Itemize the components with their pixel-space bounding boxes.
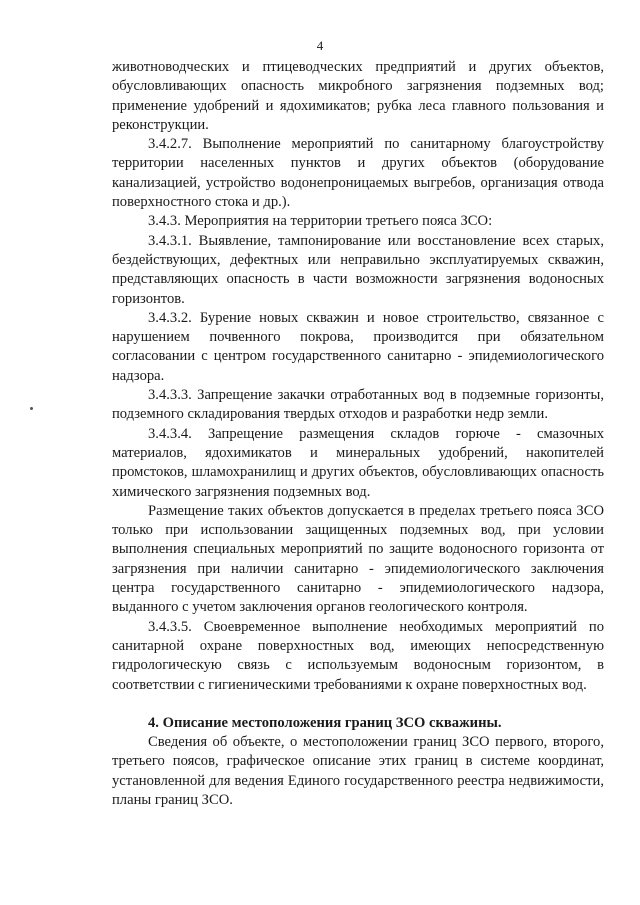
paragraph-3-4-3-3: 3.4.3.3. Запрещение закачки отработанных вод в подземные горизонты, подземного складирования твердых отходов и разработки недр земли.: [112, 387, 604, 423]
paragraph-placement-conditions: Размещение таких объектов допускается в пределах третьего пояса ЗСО только при использовании защищенных подземных вод, при условии выполнения специальных мероприятий по защите водоносного горизонта от загрязнения при наличии санитарно - эпидемиологического заключения центра государственного санитарно - эпидемиологического надзора, выданного с учетом заключения органов геологического контроля.: [112, 502, 604, 616]
paragraph-3-4-3-4: 3.4.3.4. Запрещение размещения складов горюче - смазочных материалов, ядохимикатов и минеральных удобрений, накопителей промстоков, шламохранилищ и других объектов, обусловливающих опасность химического загрязнения подземных вод.: [112, 425, 604, 500]
document-body: [112, 58, 604, 810]
paragraph-3-4-3-5: 3.4.3.5. Своевременное выполнение необходимых мероприятий по санитарной охране поверхностных вод, имеющих непосредственную гидрологическую связь с используемым водоносным горизонтом, в соответствии с гигиеническими требованиями к охране поверхностных вод.: [112, 618, 604, 693]
paragraph-3-4-3-1: 3.4.3.1. Выявление, тампонирование или восстановление всех старых, бездействующих, дефектных или неправильно эксплуатируемых скважин, представляющих опасность в части возможности загрязнения водоносных горизонтов.: [112, 232, 604, 307]
paragraph-continuation: животноводческих и птицеводческих предприятий и других объектов, обусловливающих опасность микробного загрязнения подземных вод; применение удобрений и ядохимикатов; рубка леса главного пользования и реконструкции.: [112, 59, 604, 133]
paragraph-3-4-2-7: 3.4.2.7. Выполнение мероприятий по санитарному благоустройству территории населенных пунктов и других объектов (оборудование канализацией, устройство водонепроницаемых выгребов, организация отвода поверхностного стока и др.).: [112, 136, 604, 211]
paragraph-3-4-3-2: 3.4.3.2. Бурение новых скважин и новое строительство, связанное с нарушением почвенного покрова, производится при обязательном согласовании с центром государственного санитарно - эпидемиологического надзора.: [112, 309, 604, 384]
section-4-heading: 4. Описание местоположения границ ЗСО скважины.: [148, 714, 502, 731]
scan-mark: [30, 407, 33, 410]
paragraph-3-4-3: 3.4.3. Мероприятия на территории третьего пояса ЗСО:: [148, 213, 493, 230]
section-4-paragraph: Сведения об объекте, о местоположении границ ЗСО первого, второго, третьего поясов, графическое описание этих границ в системе координат, установленной для ведения Единого государственного реестра недвижимости, планы границ ЗСО.: [112, 734, 604, 808]
page-number: 4: [316, 38, 324, 53]
